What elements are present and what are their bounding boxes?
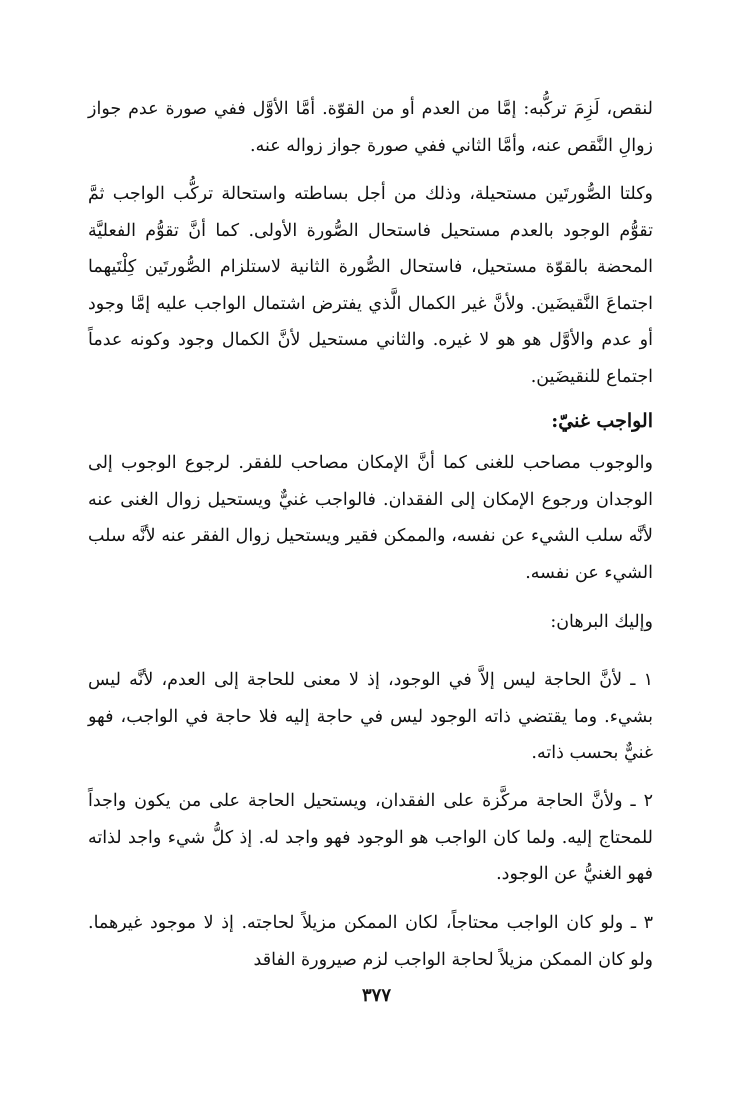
- paragraph-3: [88, 445, 653, 591]
- paragraph-6: [88, 783, 653, 893]
- paragraph-7: [88, 905, 653, 978]
- paragraph-text: ٣ ـ ولو كان الواجب محتاجاً، لكان الممكن مزيلاً لحاجته. إذ لا موجود غيرهما. ولو كان الممكن مزيلاً لحاجة الواجب لزم صيرورة الفاقد: [88, 913, 653, 970]
- paragraph-5: [88, 662, 653, 772]
- paragraph-text: وإليك البرهان:: [550, 612, 653, 632]
- paragraph-1: [88, 91, 653, 164]
- paragraph-text: والوجوب مصاحب للغنى كما أنَّ الإمكان مصاحب للفقر. لرجوع الوجوب إلى الوجدان ورجوع الإمكان إلى الفقدان. فالواجب غنيٌّ ويستحيل زوال الغنى عنه لأنَّه سلب الشيء عن نفسه، والممكن فقير ويستحيل زوال الفقر عنه لأنَّه سلب الشيء عن نفسه.: [88, 453, 653, 583]
- paragraph-text: وكلتا الصُّورتَين مستحيلة، وذلك من أجل بساطته واستحالة تركُّب الواجب ثمَّ تقوُّم الوجود بالعدم مستحيل فاستحال الصُّورة الأولى. كما أنَّ تقوُّم الفعليَّة المحضة بالقوّة مستحيل، فاستحال الصُّورة الثانية لاستلزام الصُّورتَين كِلْتَيهما اجتماعَ النَّقيضَين. ولأنَّ غير الكمال الَّذي يفترض اشتمال الواجب عليه إمَّا وجود أو عدم والأوَّل هو هو لا غيره. والثاني مستحيل لأنَّ الكمال وجود وكونه عدماً اجتماع للنقيضَين.: [88, 184, 653, 387]
- paragraph-text: لنقص، لَزِمَ تركُّبه: إمَّا من العدم أو من القوّة. أمَّا الأوَّل ففي صورة عدم جواز زوالِ النَّقص عنه، وأمَّا الثاني ففي صورة جواز زواله عنه.: [88, 99, 653, 156]
- paragraph-text: ١ ـ لأنَّ الحاجة ليس إلاَّ في الوجود، إذ لا معنى للحاجة إلى العدم، لأنَّه ليس بشيء. وما يقتضي ذاته الوجود ليس في حاجة إليه فلا حاجة في الواجب، فهو غنيٌّ بحسب ذاته.: [88, 670, 653, 763]
- paragraph-text: ٢ ـ ولأنَّ الحاجة مركَّزة على الفقدان، ويستحيل الحاجة على من يكون واجداً للمحتاج إليه. ولما كان الواجب هو الوجود فهو واجد له. إذ كلُّ شيء واجد لذاته فهو الغنيُّ عن الوجود.: [88, 791, 653, 884]
- section-heading: الواجب غنيّ:: [551, 410, 653, 432]
- page-number: ٣٧٧: [361, 985, 391, 1006]
- paragraph-2: [88, 176, 653, 395]
- paragraph-4: [88, 604, 653, 641]
